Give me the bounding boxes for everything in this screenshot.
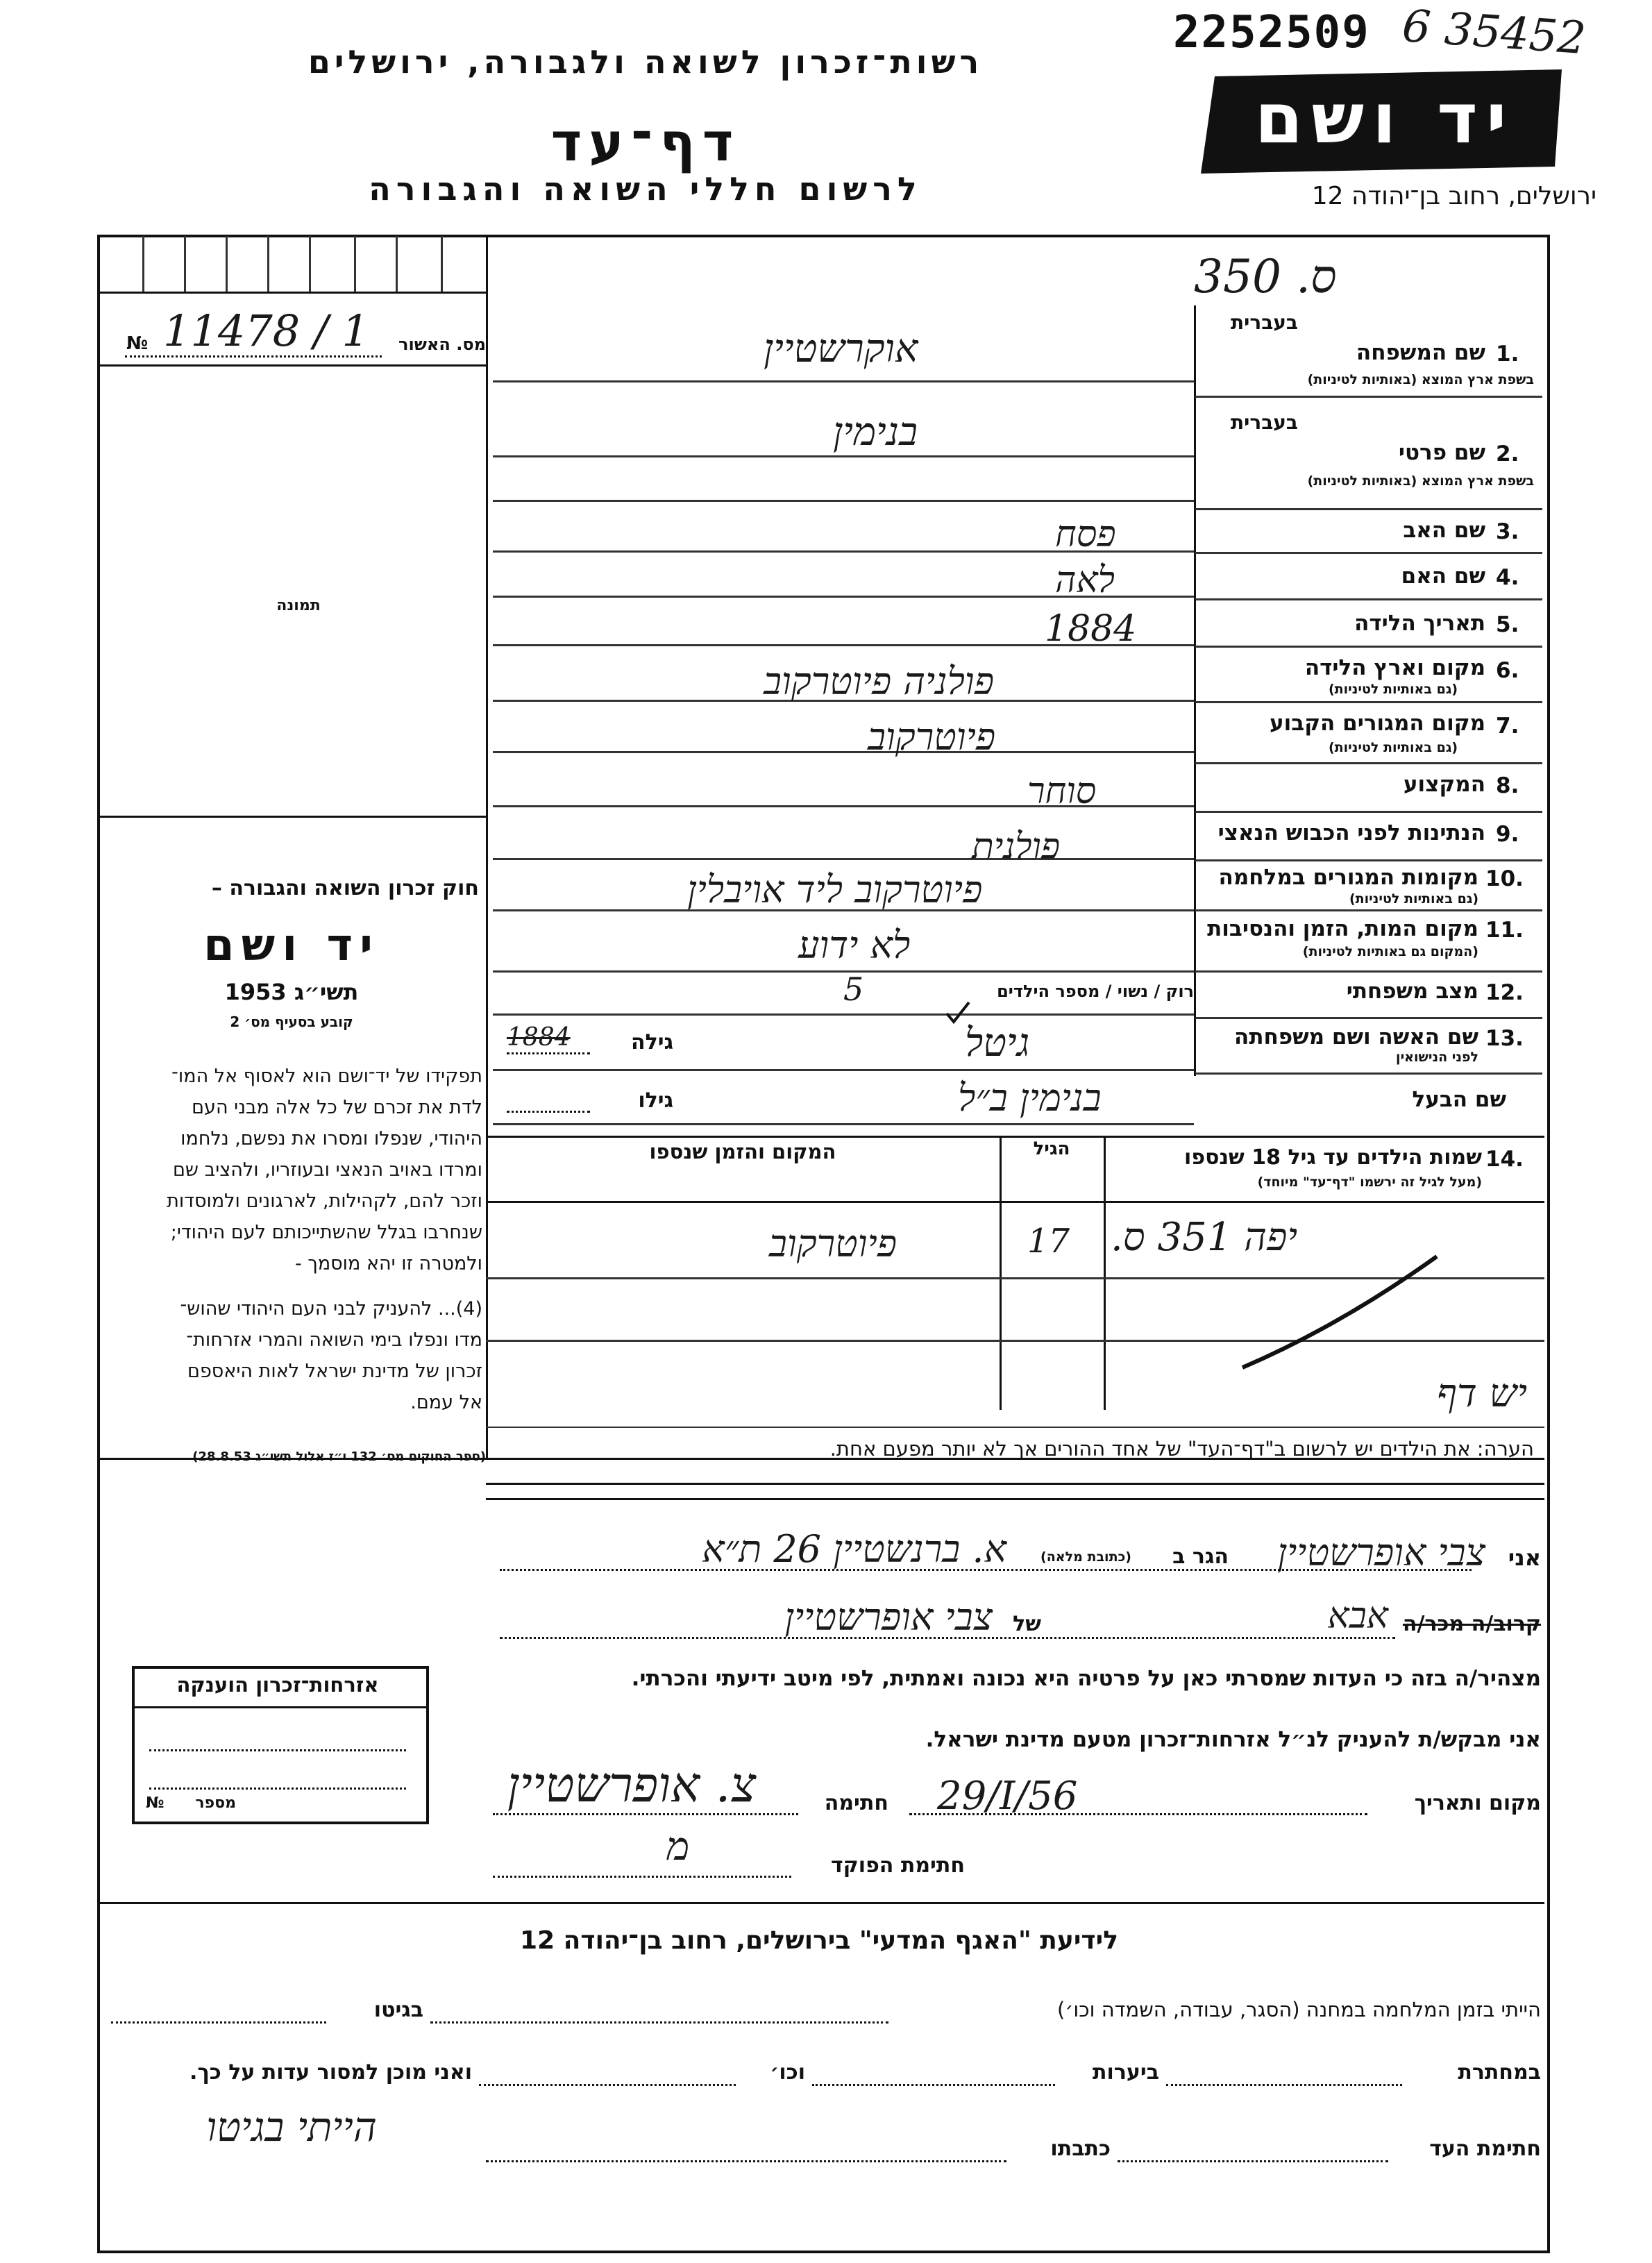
bottom-dotted (430, 2021, 888, 2024)
decl-relation-label: קרוב/ה מכר/ה (1402, 1612, 1541, 1636)
field-13-sub: לפני הנישואין (1396, 1050, 1478, 1065)
label-column-divider (1194, 305, 1196, 1076)
label-separator (1195, 701, 1542, 703)
photo-box-bottom (99, 816, 486, 818)
decl-place-date-label: מקום ותאריך (1414, 1791, 1541, 1815)
strip-cell-divider (184, 236, 186, 292)
label-separator (1195, 396, 1542, 398)
law-text-line: תפקידו של יד־ושם הוא לאסוף אל המו־ (171, 1066, 482, 1087)
label-separator (1195, 598, 1542, 600)
approval-dotted-line (125, 355, 382, 357)
approval-row-bottom (99, 364, 486, 367)
decl-official-label: חתימת הפוקד (831, 1853, 965, 1878)
law-text-line: שנחרבו בגלל שהשתייכותם לעם היהודי; (170, 1222, 482, 1243)
approval-no-prefix: № (126, 333, 149, 354)
field-10-number: 10. (1485, 866, 1524, 891)
decl-dotted-line (500, 1637, 1395, 1639)
children-col-age-left (1000, 1136, 1002, 1410)
archive-stamp-number: 2252509 (1173, 7, 1370, 58)
bottom-section-line (97, 1902, 1544, 1904)
children-number: 14. (1485, 1147, 1524, 1172)
field-6-sub: (גם באותיות לטיניות) (1328, 682, 1458, 697)
field-2-hebrew-tag: בעברית (1230, 411, 1298, 434)
field-3-value: פסח (1055, 514, 1116, 555)
cert-box-title: אזרחות־זכרון הוענקה (176, 1673, 379, 1697)
decl-signature-value: צ. אופרשטיין (507, 1756, 757, 1813)
field-13-age-value: 1884 (507, 1023, 571, 1052)
bottom-dotted (479, 2084, 736, 2086)
bottom-hand-value: הייתי בגיטו (206, 2103, 377, 2151)
top-hand-note: ס. 350 (1194, 250, 1337, 303)
decl-of-value: צבי אופרשטיין (784, 1595, 993, 1639)
field-6-value: פולניה פיוטרקוב (764, 659, 995, 703)
field-5-value: 1884 (1045, 608, 1137, 650)
field-13-value: גיטל (965, 1020, 1030, 1066)
law-text-line: מדו ונפלו בימי השואה והמרי אזרחות־ (186, 1329, 482, 1351)
field-2-value: בנימין (833, 410, 918, 455)
children-hand-bottom: יש דף (1436, 1371, 1527, 1416)
value-underline (493, 500, 1194, 502)
husband-age-label: גילו (638, 1088, 673, 1113)
field-4-value: לאה (1055, 560, 1115, 601)
decl-i-label: אני (1508, 1545, 1541, 1571)
field-13-age-label: גילה (631, 1030, 673, 1054)
field-1-number: 1. (1496, 342, 1519, 367)
child-age: 17 (1027, 1222, 1070, 1261)
children-label: שמות הילדים עד גיל 18 שנספו (1184, 1145, 1482, 1170)
field-13-number: 13. (1485, 1026, 1524, 1051)
field-8-value: סוחר (1027, 771, 1097, 812)
bottom-dotted (1166, 2084, 1402, 2086)
field-2-number: 2. (1496, 441, 1519, 466)
decl-relation-value: אבא (1327, 1595, 1388, 1637)
strip-cell-divider (267, 236, 269, 292)
field-1-sub: בשפת ארץ המוצא (באותיות לטיניות) (1307, 372, 1534, 387)
husband-label: שם הבעל (1412, 1087, 1506, 1112)
value-underline (493, 380, 1194, 382)
approval-number: 11478 / 1 (163, 305, 369, 356)
bottom-sig-label: חתימת העד (1429, 2137, 1541, 2161)
decl-request: אני מבקש/ת להעניק לנ״ל אזרחות־זכרון מטעם מדינת ישראל. (925, 1727, 1541, 1752)
label-separator (1195, 762, 1542, 764)
strip-cell-divider (226, 236, 228, 292)
field-7-label: מקום המגורים הקבוע (1270, 711, 1485, 736)
strip-cell-divider (396, 236, 398, 292)
cert-box-dotted (149, 1787, 406, 1790)
field-8-label: המקצוע (1403, 772, 1485, 797)
note-bottom-line (486, 1483, 1544, 1485)
strip-cell-divider (309, 236, 311, 292)
note-double-line (486, 1498, 1544, 1500)
field-13-label: שם האשה ושם משפחתה (1234, 1025, 1478, 1050)
field-4-label: שם האם (1401, 564, 1485, 589)
law-year: תשי״ג 1953 (224, 979, 359, 1005)
strip-cell-divider (441, 236, 443, 292)
label-separator (1195, 508, 1542, 510)
field-11-value: לא ידוע (798, 923, 911, 967)
law-text-line: (4)... להעניק לבני העם היהודי שהוש־ (180, 1298, 482, 1320)
field-2-label: שם פרטי (1398, 440, 1485, 465)
field-12-options: רוק / נשוי / מספר הילדים (997, 982, 1194, 1001)
approval-label: מס. האשור (398, 335, 486, 354)
strike-line-icon (1236, 1250, 1444, 1374)
field-11-sub: (המקום גם באותיות לטיניות) (1302, 944, 1478, 959)
value-underline (493, 1123, 1194, 1125)
field-9-number: 9. (1496, 822, 1519, 847)
field-5-label: תאריך הלידה (1354, 611, 1485, 636)
children-sub: (מעל לגיל זה ירשמו "דף־עד" מיוחד) (1257, 1175, 1482, 1190)
field-1-value: אוקרשטיין (764, 326, 918, 371)
field-12-label: מצב משפחתי (1346, 979, 1478, 1004)
children-table-bottom (486, 1427, 1544, 1428)
field-9-label: הנתינות לפני הכבוש הנאצי (1217, 821, 1485, 846)
children-header-bottom (486, 1201, 1544, 1203)
field-3-number: 3. (1496, 519, 1519, 544)
field-1-label: שם המשפחה (1356, 340, 1485, 365)
label-separator (1195, 646, 1542, 648)
decl-dotted-line (500, 1569, 1472, 1571)
bottom-dotted (812, 2084, 1055, 2086)
law-text-line: זכרון של מדינת ישראל לאות היאספם (187, 1361, 482, 1382)
child-place: פיוטרקוב (768, 1222, 897, 1265)
decl-certify: מצהיר/ה בזה כי העדות שמסרתי כאן על פרטיה היא נכונה ואמתית, לפי מיטב ידיעתי והכרתי. (631, 1666, 1541, 1691)
field-10-value: פיוטרקוב ליד אויבלין (687, 868, 983, 911)
decl-resides-label: הגר ב (1172, 1545, 1229, 1569)
field-2-sub: בשפת ארץ המוצא (באותיות לטיניות) (1307, 473, 1534, 489)
field-11-number: 11. (1485, 918, 1524, 943)
cert-box-number-label: מספר (195, 1794, 236, 1812)
law-source: (ספר החוקים מס׳ 132 י״ז אלול תשי״ג 28.8.53) (192, 1449, 486, 1464)
decl-date-dotted (909, 1813, 1367, 1815)
strip-cell-divider (142, 236, 144, 292)
field-12-value: 5 (843, 970, 864, 1008)
label-separator (1195, 1072, 1542, 1075)
children-table-top (486, 1136, 1544, 1138)
husband-value: בנימין ב״ל (958, 1076, 1102, 1120)
left-column-divider (486, 236, 488, 1458)
field-8-number: 8. (1496, 773, 1519, 798)
field-10-sub: (גם באותיות לטיניות) (1349, 891, 1478, 907)
cert-box-number-prefix: № (146, 1794, 165, 1812)
value-underline (493, 1069, 1194, 1071)
field-12-number: 12. (1485, 980, 1524, 1005)
age-dotted-line (507, 1052, 590, 1054)
bottom-line1-start: הייתי בזמן המלחמה במחנה (הסגר, עבודה, השמדה וכו׳) (1057, 1998, 1541, 2021)
bottom-line2-end: ואני מוכן למסור עדות על כך. (189, 2060, 472, 2085)
bottom-etc: וכו׳ (770, 2060, 805, 2085)
decl-sig-dotted (493, 1813, 798, 1815)
bottom-address-label: כתבתו (1050, 2137, 1111, 2161)
children-col-place: המקום והזמן שנספו (649, 1140, 836, 1163)
law-text-line: ולמטרה זו יהא מוסמך - (295, 1253, 482, 1274)
bottom-ghetto: בגיטו (373, 1998, 423, 2022)
bottom-title: לידיעת "האגף המדעי" בירושלים, רחוב בן־יהודה 12 (520, 1926, 1118, 1955)
law-text-line: לדת את זכרם של כל אלה מבני העם (192, 1097, 482, 1118)
cert-box-title-line (132, 1706, 426, 1708)
children-col-age-right (1104, 1136, 1106, 1410)
age-dotted-line (507, 1111, 590, 1113)
law-text-line: אל עמם. (410, 1392, 482, 1413)
children-col-age: הגיל (1033, 1138, 1070, 1159)
left-strip-bottom (99, 292, 486, 294)
law-text-line: ומרדו באויב הנאצי ובעוזריו, ולהציב שם (172, 1159, 482, 1181)
form-subtitle: לרשום חללי השואה והגבורה (369, 170, 922, 208)
field-5-number: 5. (1496, 612, 1519, 637)
decl-signature-label: חתימה (824, 1791, 888, 1815)
decl-official-mark: מ (666, 1824, 690, 1869)
label-separator (1195, 859, 1542, 861)
label-separator (1195, 552, 1542, 554)
bottom-forests: ביערות (1093, 2060, 1159, 2085)
field-7-number: 7. (1496, 714, 1519, 739)
field-3-label: שם האב (1403, 518, 1485, 543)
header-address: ירושלים, רחוב בן־יהודה 12 (1311, 182, 1596, 210)
bottom-dotted (111, 2021, 326, 2024)
law-name: יד ושם (203, 920, 380, 971)
bottom-hiding: במחתרת (1458, 2060, 1541, 2085)
decl-date-value: 29/I/56 (937, 1774, 1078, 1819)
field-6-number: 6. (1496, 658, 1519, 683)
value-underline (493, 455, 1194, 457)
label-separator (1195, 1017, 1542, 1019)
form-title: דף־עד (550, 111, 741, 173)
photo-label: תמונה (276, 597, 321, 614)
value-underline (493, 1013, 1194, 1016)
field-7-sub: (גם באותיות לטיניות) (1328, 740, 1458, 755)
field-7-value: פיוטרקוב (868, 715, 996, 759)
decl-address-hint: (כתובת מלאה) (1040, 1549, 1131, 1565)
label-separator (1195, 970, 1542, 973)
bottom-dotted (486, 2160, 1006, 2162)
field-9-value: פולנית (972, 826, 1061, 868)
field-6-label: מקום וארץ הלידה (1304, 655, 1485, 680)
declarant-name: צבי אופרשטיין (1277, 1531, 1485, 1574)
bottom-dotted (1118, 2160, 1388, 2162)
cert-box-dotted (149, 1749, 406, 1751)
law-clause: קובע בסעיף מס׳ 2 (230, 1013, 353, 1030)
yad-vashem-logo (1201, 69, 1569, 174)
decl-of-label: של (1013, 1612, 1041, 1636)
note-text: הערה: את הילדים יש לרשום ב"דף־העד" של אחד ההורים אך לא יותר מפעם אחת. (829, 1437, 1534, 1461)
field-10-label: מקומות המגורים במלחמה (1218, 865, 1478, 890)
label-separator (1195, 811, 1542, 813)
authority-line: רשות־זכרון לשואה ולגבורה, ירושלים (307, 43, 984, 81)
decl-official-dotted (493, 1876, 791, 1878)
label-separator (1195, 909, 1542, 911)
strip-cell-divider (354, 236, 356, 292)
law-text-line: היהודי, שנפלו ומסרו את נפשם, נלחמו (180, 1128, 482, 1150)
archive-hand-number: 6 35452 (1400, 0, 1587, 65)
child-name: יפה 351 ס. (1111, 1215, 1297, 1260)
logo-text: יד ושם (1254, 78, 1515, 159)
decl-address-value: א. ברנשטיין 26 ת״א (702, 1527, 1006, 1571)
law-text-line: וזכר להם, לקהילות, לארגונים ולמוסדות (167, 1191, 482, 1212)
field-1-hebrew-tag: בעברית (1230, 311, 1298, 334)
field-4-number: 4. (1496, 565, 1519, 590)
law-title: חוק זכרון השואה והגבורה – (211, 876, 479, 900)
field-11-label: מקום המות, הזמן והנסיבות (1207, 916, 1478, 941)
